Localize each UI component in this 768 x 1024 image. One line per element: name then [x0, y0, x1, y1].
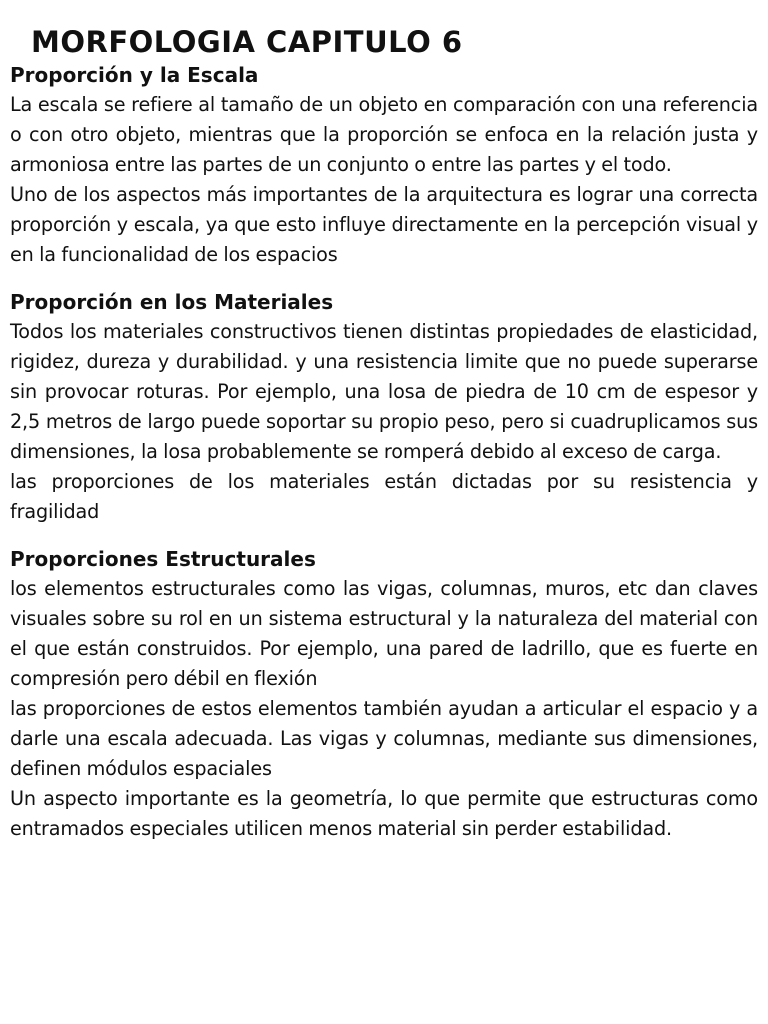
paragraph: las proporciones de los materiales están dictadas por su resistencia y fragilidad	[10, 470, 758, 523]
document-page	[10, 24, 758, 844]
document-title: MORFOLOGIA CAPITULO 6	[31, 25, 463, 59]
section-heading: Proporciones Estructurales	[10, 547, 316, 571]
paragraph: Todos los materiales constructivos tienen distintas propiedades de elasticidad, rigidez, dureza y durabilidad. y una resistencia limite que no puede superarse sin provocar roturas. Por ejemplo, una losa de piedra de 10 cm de espesor y 2,5 metros de largo puede soportar su propio peso, pero si cuadruplicamos sus dimensiones, la losa probablemente se romperá debido al exceso de carga.	[10, 320, 758, 463]
section-proporcion-materiales	[10, 287, 758, 527]
paragraph: Uno de los aspectos más importantes de la arquitectura es lograr una correcta proporción y escala, ya que esto influye directamente en la percepción visual y en la funcionalidad de los espacios	[10, 183, 758, 266]
paragraph: Un aspecto importante es la geometría, lo que permite que estructuras como entramados especiales utilicen menos material sin perder estabilidad.	[10, 787, 758, 840]
paragraph: los elementos estructurales como las vigas, columnas, muros, etc dan claves visuales sobre su rol en un sistema estructural y la naturaleza del material con el que están construidos. Por ejemplo, una pared de ladrillo, que es fuerte en compresión pero débil en flexión	[10, 577, 758, 690]
section-heading: Proporción en los Materiales	[10, 290, 334, 314]
paragraph: las proporciones de estos elementos también ayudan a articular el espacio y a darle una escala adecuada. Las vigas y columnas, mediante sus dimensiones, definen módulos espaciales	[10, 697, 758, 780]
section-heading: Proporción y la Escala	[10, 63, 259, 87]
paragraph: La escala se refiere al tamaño de un objeto en comparación con una referencia o con otro objeto, mientras que la proporción se enfoca en la relación justa y armoniosa entre las partes de un conjunto o entre las partes y el todo.	[10, 93, 758, 176]
section-proporcion-escala	[10, 60, 758, 270]
section-proporciones-estructurales	[10, 544, 758, 844]
